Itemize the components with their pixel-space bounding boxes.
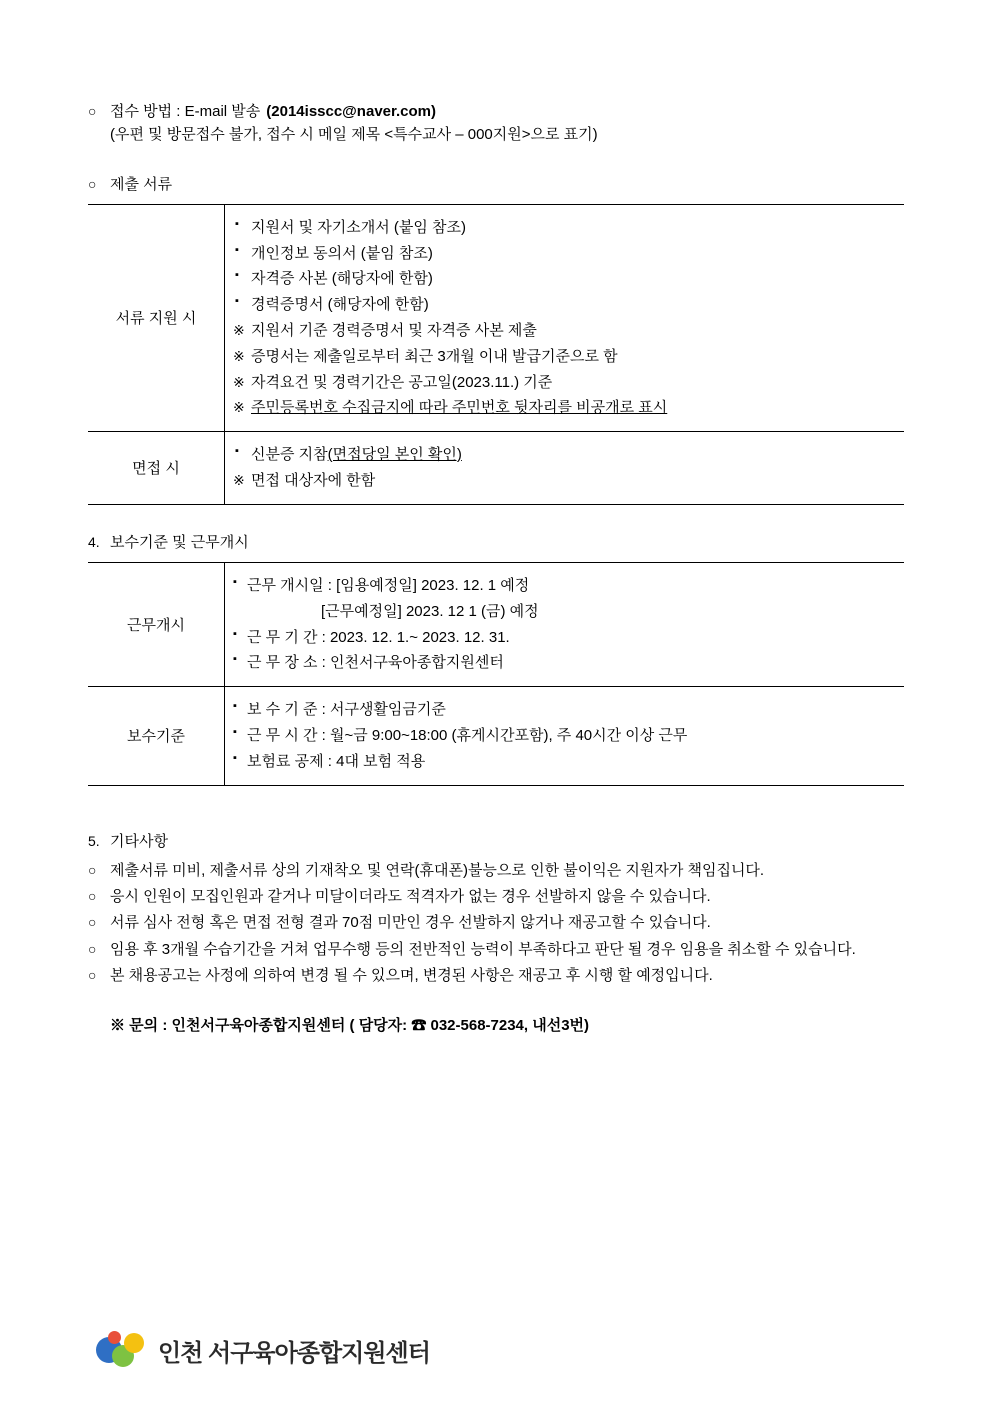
list-item: ▪ 지원서 및 자기소개서 (붙임 참조) — [233, 215, 896, 241]
row-content — [225, 687, 905, 785]
footer-logo-text: 인천 서구육아종합지원센터 — [158, 1339, 430, 1367]
list-item-text: 응시 인원이 모집인원과 같거나 미달이더라도 적격자가 없는 경우 선발하지 않을 수 있습니다. — [110, 888, 711, 906]
list-item: ▪ 경력증명서 (해당자에 한함) — [233, 292, 896, 318]
section-4-title: 보수기준 및 근무개시 — [110, 533, 249, 551]
list-item: ※ 지원서 기준 경력증명서 및 자격증 사본 제출 — [233, 318, 896, 344]
misc-list — [88, 859, 904, 988]
bullet-circle-icon: ○ — [88, 103, 97, 119]
apply-method-label: 접수 방법 : E-mail 발송 — [110, 103, 261, 120]
list-item: ※ 증명서는 제출일로부터 최근 3개월 이내 발급기준으로 함 — [233, 344, 896, 370]
list-item: ▪ 보 수 기 준 : 서구생활임금기준 — [233, 697, 896, 723]
section-5-number: 5. — [88, 832, 100, 849]
table-row — [88, 204, 904, 431]
list-item: ▪ 개인정보 동의서 (붙임 참조) — [233, 241, 896, 267]
salary-list — [233, 697, 896, 774]
list-item: [근무예정일] 2023. 12 1 (금) 예정 — [321, 602, 539, 620]
list-item — [88, 911, 904, 935]
list-item-text: 제출서류 미비, 제출서류 상의 기재착오 및 연락(휴대폰)불능으로 인한 불이익은 지원자가 책임집니다. — [110, 861, 765, 879]
row-label: 면접 시 — [88, 432, 225, 505]
bullet-circle-icon: ○ — [88, 861, 97, 878]
work-conditions-table — [88, 562, 904, 786]
list-item-text: 본 채용공고는 사정에 의하여 변경 될 수 있으며, 변경된 사항은 재공고 후 시행 할 예정입니다. — [110, 966, 713, 984]
list-item: ▪ 자격증 사본 (해당자에 한함) — [233, 266, 896, 292]
center-logo-icon — [96, 1331, 148, 1369]
bullet-circle-icon: ○ — [88, 888, 97, 905]
documents-list — [233, 215, 896, 421]
bullet-circle-icon: ○ — [88, 966, 97, 983]
table-row — [88, 562, 904, 686]
list-item: ※ 면접 대상자에 한함 — [233, 468, 896, 494]
list-item: ▪ 근무 개시일 : [임용예정일] 2023. 12. 1 예정 — [233, 573, 896, 599]
list-item-text: 서류 심사 전형 혹은 면접 전형 결과 70점 미만인 경우 선발하지 않거나 재공고할 수 있습니다. — [110, 914, 711, 932]
row-content — [225, 204, 905, 431]
list-item-underlined: (면접당일 본인 확인) — [327, 446, 462, 464]
documents-heading — [88, 173, 904, 196]
documents-table — [88, 204, 904, 505]
interview-list — [233, 442, 896, 494]
list-item: ▪ 근 무 장 소 : 인천서구육아종합지원센터 — [233, 650, 896, 676]
list-item — [88, 938, 904, 962]
list-item: ▪ 보험료 공제 : 4대 보험 적용 — [233, 749, 896, 775]
list-item — [88, 964, 904, 988]
list-item — [88, 885, 904, 909]
row-label: 보수기준 — [88, 687, 225, 785]
row-label: 서류 지원 시 — [88, 204, 225, 431]
section-4-number: 4. — [88, 533, 100, 550]
contact-line: ※ 문의 : 인천서구육아종합지원센터 ( 담당자: ☎ 032-568-7234, 내선3번) — [110, 1017, 590, 1035]
documents-heading-text: 제출 서류 — [110, 175, 173, 193]
row-label: 근무개시 — [88, 562, 225, 686]
bullet-circle-icon: ○ — [88, 940, 97, 957]
apply-method-note-text: (우편 및 방문접수 불가, 접수 시 메일 제목 <특수교사 – 000지원>으로 표기) — [110, 126, 598, 144]
list-item — [233, 442, 896, 468]
work-start-list — [233, 573, 896, 676]
list-item-text: 임용 후 3개월 수습기간을 거쳐 업무수행 등의 전반적인 능력이 부족하다고 판단 될 경우 임용을 취소할 수 있습니다. — [110, 940, 856, 958]
list-item — [88, 859, 904, 883]
list-item: ▪ 근 무 기 간 : 2023. 12. 1.~ 2023. 12. 31. — [233, 625, 896, 651]
bullet-circle-icon: ○ — [88, 175, 97, 192]
row-content — [225, 562, 905, 686]
apply-email: (2014isscc@naver.com) — [266, 103, 437, 120]
bullet-circle-icon: ○ — [88, 914, 97, 931]
list-item: ▪ 근 무 시 간 : 월~금 9:00~18:00 (휴게시간포함), 주 40시간 이상 근무 — [233, 723, 896, 749]
list-item-text: 신분증 지참 — [251, 446, 328, 464]
table-row — [88, 687, 904, 785]
apply-method-note — [110, 123, 904, 146]
footer-logo — [96, 1331, 430, 1369]
table-row — [88, 432, 904, 505]
list-item: ※ 주민등록번호 수집금지에 따라 주민번호 뒷자리를 비공개로 표시 — [233, 395, 896, 421]
section-4-heading — [88, 531, 904, 554]
section-5-heading — [88, 830, 904, 853]
list-item: ※ 자격요건 및 경력기간은 공고일(2023.11.) 기준 — [233, 370, 896, 396]
section-5-title: 기타사항 — [110, 832, 168, 850]
apply-method-line — [88, 100, 904, 123]
row-content — [225, 432, 905, 505]
